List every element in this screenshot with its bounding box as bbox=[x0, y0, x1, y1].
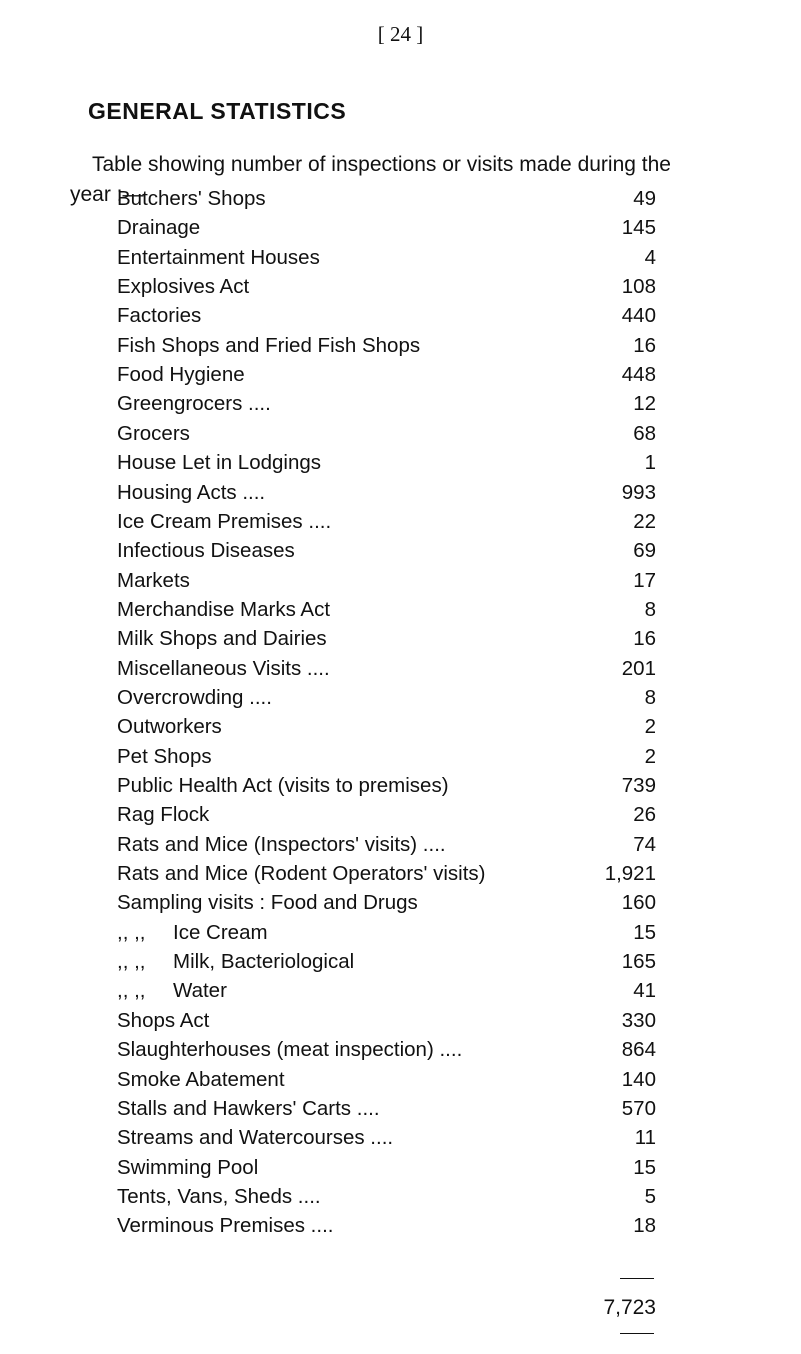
row-value: 570 bbox=[621, 1096, 656, 1120]
intro-line-1: Table showing number of inspections or visits made during the bbox=[92, 153, 671, 176]
row-label: Slaughterhouses (meat inspection) .... bbox=[117, 1038, 463, 1062]
row-label: Infectious Diseases bbox=[117, 539, 295, 563]
row-label: Markets bbox=[117, 568, 190, 592]
row-label: Entertainment Houses bbox=[117, 245, 320, 269]
table-row bbox=[117, 800, 656, 829]
row-value: 17 bbox=[633, 568, 656, 592]
row-value: 864 bbox=[621, 1038, 656, 1062]
table-row bbox=[117, 1094, 656, 1123]
row-value: 8 bbox=[644, 685, 656, 709]
row-value: 330 bbox=[621, 1008, 656, 1032]
ditto-marks: ,, ,, bbox=[117, 979, 146, 1003]
row-label: Streams and Watercourses .... bbox=[117, 1126, 394, 1150]
row-value: 15 bbox=[633, 1155, 656, 1179]
table-row bbox=[117, 389, 656, 418]
ditto-marks: ,, ,, bbox=[117, 920, 146, 944]
row-value: 448 bbox=[621, 363, 656, 387]
table-row bbox=[117, 595, 656, 624]
table-row bbox=[117, 536, 656, 565]
row-label: Swimming Pool bbox=[117, 1155, 259, 1179]
table-row bbox=[117, 419, 656, 448]
row-label: Drainage bbox=[117, 216, 201, 240]
total-rule-top bbox=[620, 1278, 654, 1279]
row-label: Stalls and Hawkers' Carts .... bbox=[117, 1096, 380, 1120]
table-row bbox=[117, 566, 656, 595]
row-label: Butchers' Shops bbox=[117, 187, 266, 210]
table-row bbox=[117, 1006, 656, 1035]
table-row bbox=[117, 830, 656, 859]
row-label: Public Health Act (visits to premises) bbox=[117, 774, 449, 797]
row-value: 1,921 bbox=[604, 862, 656, 886]
row-label: Sampling visits : Food and Drugs bbox=[117, 891, 418, 915]
row-label: Tents, Vans, Sheds .... bbox=[117, 1184, 321, 1208]
row-value: 11 bbox=[634, 1126, 656, 1150]
table-row bbox=[117, 976, 656, 1005]
row-label: Housing Acts .... bbox=[117, 480, 266, 504]
table-row bbox=[117, 712, 656, 741]
table-row bbox=[117, 859, 656, 888]
row-value: 201 bbox=[621, 656, 656, 680]
row-label: Merchandise Marks Act bbox=[117, 597, 331, 621]
row-label: Overcrowding .... bbox=[117, 685, 272, 709]
page-number: [ 24 ] bbox=[377, 22, 424, 46]
table-row bbox=[117, 771, 656, 800]
table-row bbox=[117, 1065, 656, 1094]
row-label: Outworkers bbox=[117, 715, 222, 739]
table-row bbox=[117, 243, 656, 272]
row-value: 4 bbox=[644, 245, 656, 269]
table-row bbox=[117, 1123, 656, 1152]
row-label: Rats and Mice (Inspectors' visits) .... bbox=[117, 832, 446, 856]
table-row bbox=[117, 272, 656, 301]
row-value: 68 bbox=[633, 421, 656, 445]
row-value: 1 bbox=[644, 451, 656, 475]
table-row bbox=[117, 918, 656, 947]
table-row bbox=[117, 888, 656, 917]
row-label: Verminous Premises .... bbox=[117, 1214, 334, 1238]
page-title: GENERAL STATISTICS bbox=[88, 98, 347, 124]
row-label: Rats and Mice (Rodent Operators' visits) bbox=[117, 862, 486, 886]
row-label: Milk, Bacteriological bbox=[173, 950, 355, 974]
table-row bbox=[117, 184, 656, 213]
table-row bbox=[117, 448, 656, 477]
table-row bbox=[117, 1035, 656, 1064]
row-value: 140 bbox=[621, 1067, 656, 1091]
table-row bbox=[117, 1153, 656, 1182]
row-value: 2 bbox=[644, 744, 656, 768]
row-value: 18 bbox=[633, 1214, 656, 1238]
row-value: 49 bbox=[633, 187, 656, 210]
row-label: Greengrocers .... bbox=[117, 392, 271, 416]
row-label: Smoke Abatement bbox=[117, 1067, 285, 1091]
row-value: 74 bbox=[633, 832, 656, 856]
row-value: 108 bbox=[621, 275, 656, 299]
row-value: 22 bbox=[633, 509, 656, 533]
table-row bbox=[117, 1211, 656, 1240]
row-label: Food Hygiene bbox=[117, 363, 245, 387]
table-row bbox=[117, 624, 656, 653]
row-value: 8 bbox=[644, 597, 656, 621]
row-value: 41 bbox=[633, 979, 656, 1003]
table-row bbox=[117, 507, 656, 536]
row-label: Ice Cream bbox=[173, 920, 268, 944]
row-label: Pet Shops bbox=[117, 744, 212, 768]
row-value: 165 bbox=[621, 950, 656, 974]
row-value: 145 bbox=[621, 216, 656, 240]
row-value: 15 bbox=[633, 920, 656, 944]
total-rule-bottom bbox=[620, 1333, 654, 1334]
row-value: 160 bbox=[621, 891, 656, 915]
table-row bbox=[117, 301, 656, 330]
table-row bbox=[117, 947, 656, 976]
row-label: Explosives Act bbox=[117, 275, 250, 299]
table-row bbox=[117, 360, 656, 389]
row-value: 5 bbox=[644, 1184, 656, 1208]
total-value: 7,723 bbox=[603, 1296, 656, 1319]
table-row bbox=[117, 1182, 656, 1211]
row-label: Grocers bbox=[117, 421, 190, 445]
row-value: 993 bbox=[621, 480, 656, 504]
intro-line-2: year :— bbox=[70, 183, 144, 206]
row-label: Miscellaneous Visits .... bbox=[117, 656, 330, 680]
row-label: Factories bbox=[117, 304, 202, 328]
row-label: House Let in Lodgings bbox=[117, 451, 322, 475]
row-value: 16 bbox=[633, 627, 656, 651]
row-value: 69 bbox=[633, 539, 656, 563]
row-label: Rag Flock bbox=[117, 803, 210, 827]
table-row bbox=[117, 742, 656, 771]
row-value: 12 bbox=[633, 392, 656, 416]
table-row bbox=[117, 331, 656, 360]
row-value: 16 bbox=[633, 333, 656, 357]
row-label: Ice Cream Premises .... bbox=[117, 509, 332, 533]
row-label: Fish Shops and Fried Fish Shops bbox=[117, 333, 421, 357]
row-value: 739 bbox=[621, 774, 656, 797]
row-value: 26 bbox=[633, 803, 656, 827]
row-label: Milk Shops and Dairies bbox=[117, 627, 327, 651]
row-value: 2 bbox=[644, 715, 656, 739]
table-row bbox=[117, 683, 656, 712]
ditto-marks: ,, ,, bbox=[117, 950, 146, 974]
table-row bbox=[117, 213, 656, 242]
table-row bbox=[117, 654, 656, 683]
row-label: Water bbox=[173, 979, 227, 1003]
table-row bbox=[117, 478, 656, 507]
row-label: Shops Act bbox=[117, 1008, 210, 1032]
row-value: 440 bbox=[621, 304, 656, 328]
